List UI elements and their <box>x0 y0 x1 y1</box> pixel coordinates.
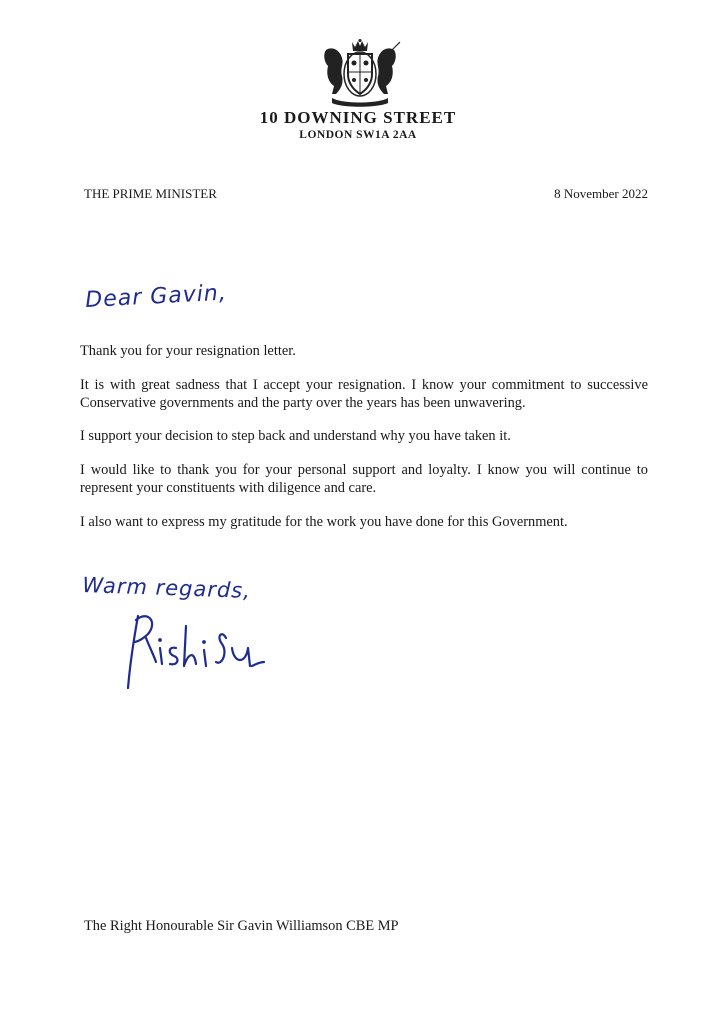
body-paragraph: I also want to express my gratitude for the work you have done for this Government. <box>80 514 568 530</box>
address-street: 10 DOWNING STREET <box>259 108 457 127</box>
royal-coat-of-arms-icon <box>318 38 402 108</box>
handwritten-closing: Warm regards, <box>82 573 252 603</box>
sender-title: THE PRIME MINISTER <box>84 186 217 201</box>
body-paragraph: It is with great sadness that I accept your resignation. I know your commitment to successive Conservative governments and the party over the years has been unwavering. <box>80 377 648 411</box>
handwritten-signature <box>118 608 268 692</box>
body-paragraph: Thank you for your resignation letter. <box>80 343 296 359</box>
body-paragraph: I would like to thank you for your personal support and loyalty. I know you will continue to represent your constituents with diligence and care. <box>80 462 648 496</box>
letter-date: 8 November 2022 <box>554 186 648 201</box>
recipient-name: The Right Honourable Sir Gavin Williamson CBE MP <box>84 918 399 934</box>
address-city-postcode: LONDON SW1A 2AA <box>299 129 417 141</box>
body-paragraph: I support your decision to step back and understand why you have taken it. <box>80 428 511 444</box>
handwritten-salutation: Dear Gavin, <box>84 280 228 313</box>
